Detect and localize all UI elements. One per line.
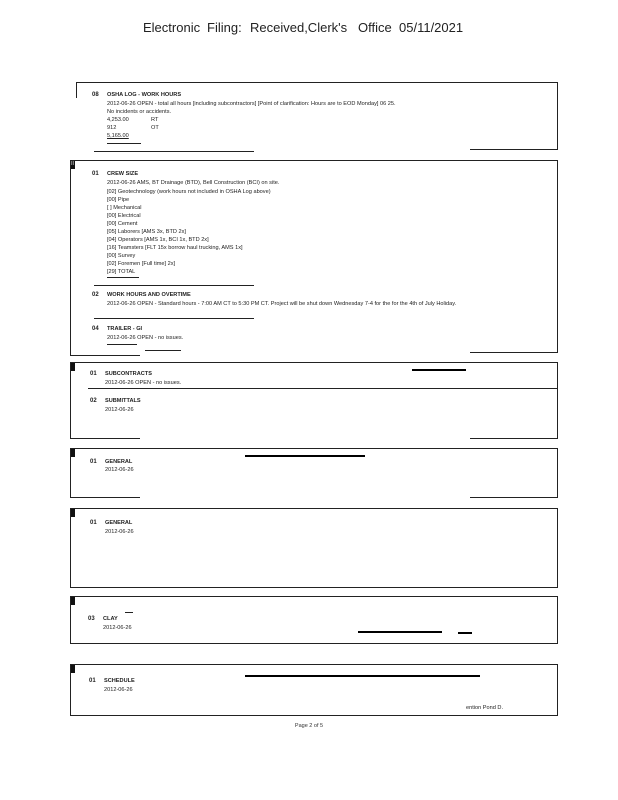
crew-item: [00] Pipe — [107, 197, 130, 203]
rule — [557, 664, 558, 716]
trailer-text: 2012-06-26 OPEN - no issues. — [107, 335, 184, 341]
rule — [470, 149, 558, 150]
crew-item: [05] Laborers [AMS 3x, BTD 2x] — [107, 229, 186, 235]
rule — [70, 448, 558, 449]
crew-item: [00] Electrical — [107, 213, 141, 219]
clay-title: CLAY — [103, 616, 118, 622]
schedule-right-text: ention Pond D. — [466, 705, 504, 711]
rule — [107, 277, 139, 278]
header-received: Received,Clerk's — [250, 20, 348, 35]
crew-total: [29] TOTAL — [107, 269, 136, 275]
osha-value: 4,253.00 — [107, 117, 129, 123]
osha-code: OT — [151, 125, 159, 131]
rule — [125, 612, 133, 613]
rule — [70, 160, 71, 356]
item-number: 01 — [92, 171, 99, 177]
item-number: 03 — [88, 616, 95, 622]
rule — [557, 448, 558, 498]
rule — [70, 362, 558, 363]
schedule-text: 2012-06-26 — [104, 687, 133, 693]
subcontracts-title: SUBCONTRACTS — [105, 371, 152, 377]
rule — [557, 160, 558, 353]
rule — [470, 438, 558, 439]
rule — [70, 508, 558, 509]
item-number: 01 — [90, 371, 97, 377]
schedule-title: SCHEDULE — [104, 678, 135, 684]
crew-item: [02] Geotechnology (work hours not included in OSHA Log above) — [107, 189, 271, 195]
general-title: GENERAL — [105, 520, 133, 526]
osha-code: RT — [151, 117, 159, 123]
rule — [70, 587, 558, 588]
rule — [70, 355, 140, 356]
rule — [557, 362, 558, 438]
general-title: GENERAL — [105, 459, 133, 465]
redaction-bar — [245, 675, 480, 677]
rule — [107, 344, 137, 345]
rule — [107, 143, 141, 144]
page-footer: Page 2 of 5 — [294, 723, 324, 729]
crew-item: [04] Operators [AMS 1x, BCI 1x, BTD 2x] — [107, 237, 209, 243]
rule — [70, 715, 558, 716]
redaction-bar — [458, 632, 472, 634]
crew-date-line: 2012-06-26 AMS, BT Drainage (BTD), Bell Construction (BCI) on site. — [107, 180, 280, 186]
osha-value: 912 — [107, 125, 117, 131]
osha-title: OSHA LOG - WORK HOURS — [107, 92, 182, 98]
item-number: 08 — [92, 92, 99, 98]
rule — [557, 596, 558, 644]
item-number: 01 — [90, 459, 97, 465]
rule — [88, 388, 558, 389]
item-number: 01 — [89, 678, 96, 684]
crew-item: [00] Survey — [107, 253, 136, 259]
crew-title: CREW SIZE — [107, 171, 139, 177]
header-electronic: Electronic — [143, 20, 201, 35]
rule — [70, 596, 71, 644]
rule — [70, 508, 71, 588]
header-date: 05/11/2021 — [399, 20, 464, 35]
work-hours-text: 2012-06-26 OPEN - Standard hours - 7:00 AM CT to 5:30 PM CT. Project will be shut down Wednesday 7-4 for the for the 4th of July Holiday. — [107, 301, 457, 307]
crew-item: [ ] Mechanical — [107, 205, 142, 211]
redaction-bar — [412, 369, 466, 371]
rule — [70, 362, 71, 438]
item-number: 01 — [90, 520, 97, 526]
redaction-bar — [245, 455, 365, 457]
rule — [70, 497, 140, 498]
rule — [70, 664, 71, 716]
osha-date-line: 2012-06-26 OPEN - total all hours [including subcontractors] [Point of clarification: Hours are to EOD Monday] 06 25. — [107, 101, 396, 107]
general-text: 2012-06-26 — [105, 529, 134, 535]
rule — [70, 596, 558, 597]
header-office: Office — [358, 20, 392, 35]
section-tag: II — [71, 161, 74, 167]
osha-no-incidents: No incidents or accidents. — [107, 109, 172, 115]
clay-text: 2012-06-26 — [103, 625, 132, 631]
rule — [76, 82, 558, 83]
rule — [557, 508, 558, 588]
osha-total: 5,165.00 — [107, 133, 129, 139]
rule — [70, 643, 558, 644]
rule — [70, 160, 558, 161]
item-number: 04 — [92, 326, 99, 332]
item-number: 02 — [90, 398, 97, 404]
rule — [145, 350, 181, 351]
rule — [557, 82, 558, 150]
rule — [94, 151, 254, 152]
crew-item: [16] Teamsters [FLT 15x borrow haul trucking, AMS 1x] — [107, 245, 243, 251]
rule — [70, 664, 558, 665]
crew-item: [02] Foremen [Full time] 2x] — [107, 261, 176, 267]
general-text: 2012-06-26 — [105, 467, 134, 473]
crew-item: [00] Cement — [107, 221, 138, 227]
rule — [94, 285, 254, 286]
rule — [470, 352, 558, 353]
subcontracts-text: 2012-06-26 OPEN - no issues. — [105, 380, 182, 386]
rule — [70, 438, 140, 439]
work-hours-title: WORK HOURS AND OVERTIME — [107, 292, 191, 298]
header-filing: Filing: — [207, 20, 242, 35]
rule — [70, 448, 71, 498]
submittals-title: SUBMITTALS — [105, 398, 141, 404]
rule — [470, 497, 558, 498]
submittals-text: 2012-06-26 — [105, 407, 134, 413]
redaction-bar — [358, 631, 442, 633]
rule — [76, 82, 77, 98]
trailer-title: TRAILER - GI — [107, 326, 143, 332]
rule — [94, 318, 254, 319]
item-number: 02 — [92, 292, 99, 298]
